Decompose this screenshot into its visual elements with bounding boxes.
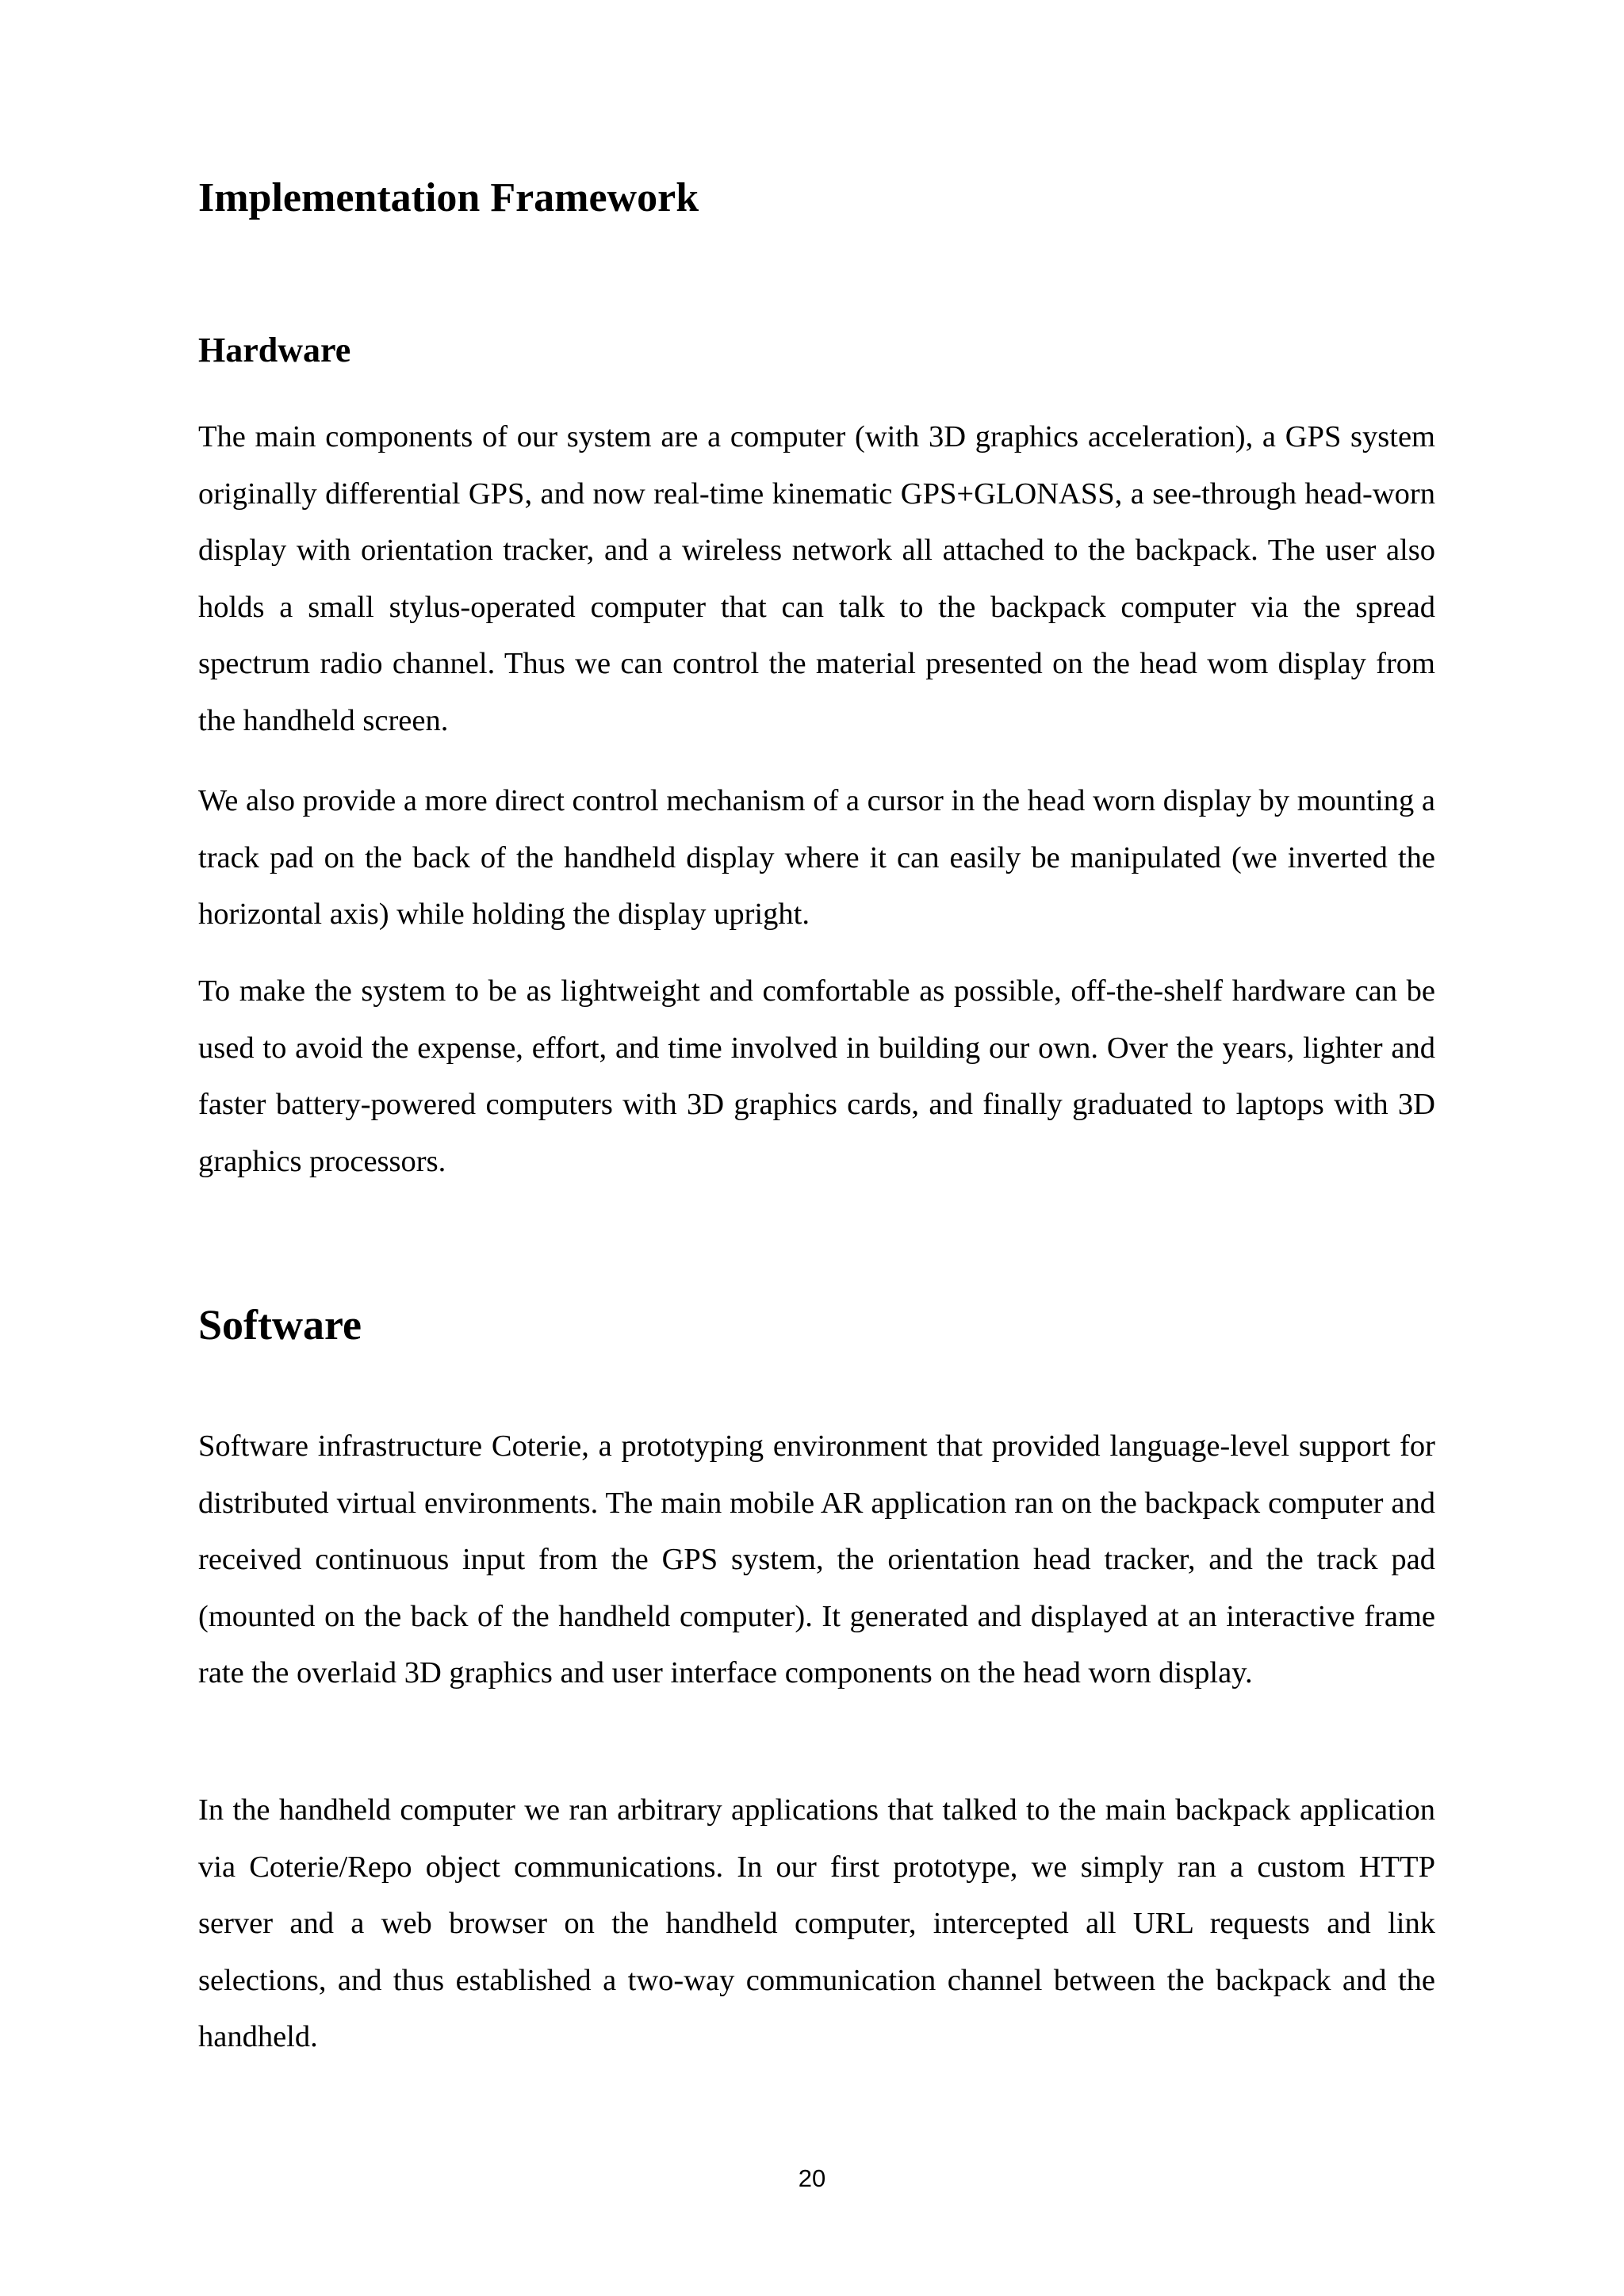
software-paragraph-2: In the handheld computer we ran arbitrary applications that talked to the main backpack application via Coterie/Repo object communications. In our first prototype, we simply ran a custom HTTP server and a web browser on the handheld computer, intercepted all URL requests and link selections, and thus established a two-way communication channel between the backpack and the handheld. bbox=[198, 1793, 1435, 2053]
software-paragraph-1: Software infrastructure Coterie, a prototyping environment that provided language-level support for distributed virtual environments. The main mobile AR application ran on the backpack computer and received continuous input from the GPS system, the orientation head tracker, and the track pad (mounted on the back of the handheld computer). It generated and displayed at an interactive frame rate the overlaid 3D graphics and user interface components on the head worn display. bbox=[198, 1429, 1435, 1689]
page-number: 20 bbox=[798, 2164, 826, 2192]
hardware-heading: Hardware bbox=[198, 331, 351, 369]
hardware-paragraph-1: The main components of our system are a computer (with 3D graphics acceleration), a GPS system originally differential GPS, and now real-time kinematic GPS+GLONASS, a see-through head-worn display with orientation tracker, and a wireless network all attached to the backpack. The user also holds a small stylus-operated computer that can talk to the backpack computer via the spread spectrum radio channel. Thus we can control the material presented on the head wom display from the handheld screen. bbox=[198, 420, 1435, 737]
software-heading: Software bbox=[198, 1301, 362, 1349]
page-title: Implementation Framework bbox=[198, 175, 699, 220]
hardware-paragraph-2: We also provide a more direct control mechanism of a cursor in the head worn display by mounting a track pad on the back of the handheld display where it can easily be manipulated (we inverted the horizontal axis) while holding the display upright. bbox=[198, 784, 1435, 931]
hardware-paragraph-3: To make the system to be as lightweight and comfortable as possible, off-the-shelf hardware can be used to avoid the expense, effort, and time involved in building our own. Over the years, lighter and faster battery-powered computers with 3D graphics cards, and finally graduated to laptops with 3D graphics processors. bbox=[198, 974, 1435, 1178]
